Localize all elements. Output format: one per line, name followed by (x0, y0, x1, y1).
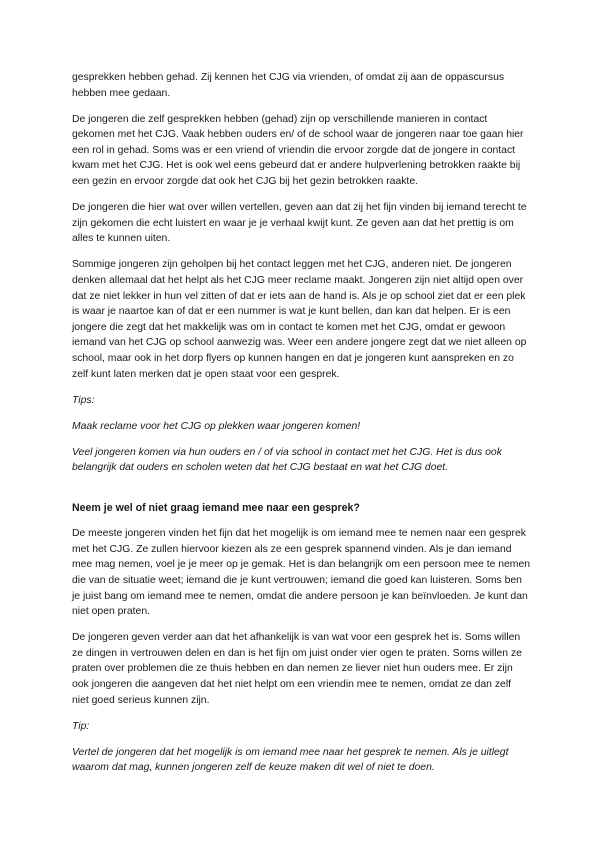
paragraph: De jongeren die zelf gesprekken hebben (gehad) zijn op verschillende manieren in contact gekomen met het CJG. Vaak hebben ouders en/ of de school waar de jongeren naar toe gaan hier een rol in gehad. Soms was er een vriend of vriendin die ervoor zorgde dat de jongere in contact kwam met het CJG. Het is ook wel eens gebeurd dat er andere hulpverlening betrokken raakte bij een gezin en ervoor zorgde dat ook het CJG bij het gezin betrokken raakte. (72, 113, 524, 188)
tip-item: Maak reclame voor het CJG op plekken waar jongeren komen! (72, 420, 361, 432)
paragraph: gesprekken hebben gehad. Zij kennen het CJG via vrienden, of omdat zij aan de oppascursus hebben mee gedaan. (72, 72, 505, 99)
paragraph: De meeste jongeren vinden het fijn dat het mogelijk is om iemand mee te nemen naar een gesprek met het CJG. Ze zullen hiervoor kiezen als ze een gesprek spannend vinden. Als je dan iemand mee mag nemen, voel je je meer op je gemak. Het is dan belangrijk om een persoon mee te nemen die van de situatie weet; iemand die je kunt vertrouwen; iemand die goed kan luisteren. Soms ben je juist bang om iemand mee te nemen, omdat die andere persoon je kan beïnvloeden. Je kunt dan niet open praten. (72, 528, 531, 618)
spacer (72, 487, 530, 501)
tip-item: Vertel de jongeren dat het mogelijk is om iemand mee naar het gesprek te nemen. Als je uitlegt waarom dat mag, kunnen jongeren zelf de keuze maken dit wel of niet te doen. (72, 746, 509, 774)
paragraph: De jongeren geven verder aan dat het afhankelijk is van wat voor een gesprek het is. Soms willen ze dingen in vertrouwen delen en dan is het fijn om juist onder vier ogen te praten. Soms willen ze praten over problemen die ze thuis hebben en dan nemen ze liever niet hun ouders mee. Er zijn ook jongeren die aangeven dat het niet helpt om een vriendin mee te nemen, omdat ze dan zelf niet goed serieus kunnen zijn. (72, 632, 522, 706)
tip-label: Tip: (72, 720, 90, 732)
paragraph: De jongeren die hier wat over willen vertellen, geven aan dat zij het fijn vinden bij iemand terecht te zijn gekomen die echt luistert en waar je je verhaal kwijt kunt. Ze geven aan dat het prettig is om alles te kunnen uiten. (72, 202, 527, 245)
section-heading: Neem je wel of niet graag iemand mee naar een gesprek? (72, 501, 360, 514)
paragraph: Sommige jongeren zijn geholpen bij het contact leggen met het CJG, anderen niet. De jongeren denken allemaal dat het helpt als het CJG meer reclame maakt. Jongeren zijn niet altijd open over dat ze niet lekker in hun vel zitten of dat er iets aan de hand is. Als je op school ziet dat er een plek is waar je naartoe kan of dat er een nummer is wat je kunt bellen, dan kan dat helpen. Er is een jongere die zegt dat het makkelijk was om in contact te komen met het CJG, omdat er gewoon iemand van het CJG op school aanwezig was. Weer een andere jongere zegt dat we niet alleen op school, maar ook in het dorp flyers op kunnen hangen en dat je jongeren kunt aanspreken en zo zelf kunt laten merken dat je open staat voor een gesprek. (72, 259, 527, 380)
tip-item: Veel jongeren komen via hun ouders en / of via school in contact met het CJG. Het is dus ook belangrijk dat ouders en scholen weten dat het CJG bestaat en wat het CJG doet. (72, 446, 502, 474)
tips-label: Tips: (72, 394, 95, 406)
